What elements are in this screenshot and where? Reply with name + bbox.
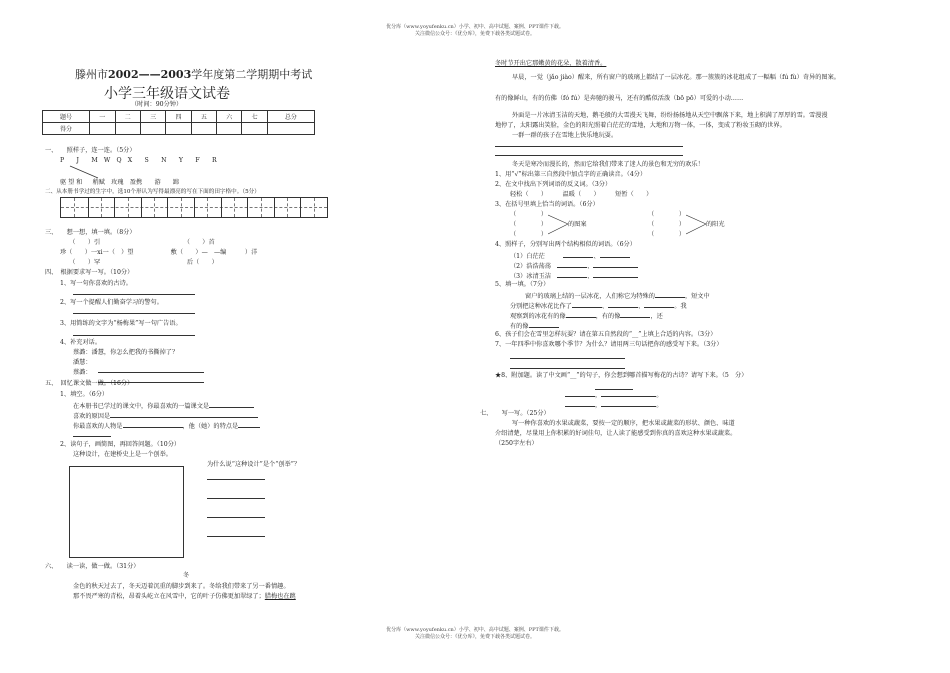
rq3-pattern: 的图案 bbox=[568, 221, 587, 228]
q4-item-1: 1、写一句你喜欢的古诗。 bbox=[60, 280, 132, 287]
answer-line[interactable] bbox=[73, 430, 111, 437]
q4-title: 四、 根据要求写一写。（10分） bbox=[45, 269, 134, 276]
answer-line[interactable] bbox=[566, 311, 596, 318]
passage-p6: 冬天是寒冷而漫长的，然而它给我们带来了迷人的景色和无穷的欢乐！ bbox=[512, 161, 704, 168]
score-header: 六 bbox=[217, 111, 242, 123]
q3-row-2: 珍（ ）一xi一（ ）望 敷（ ）— —编 ）洋 bbox=[60, 249, 258, 256]
q1-title: 一、 照样子，连一连。（5分） bbox=[45, 147, 136, 154]
answer-line[interactable] bbox=[110, 411, 258, 418]
rq3-connector bbox=[548, 211, 570, 237]
rq8: ★8、附加题。读了中文画“__”的句子，你会想到哪首描写梅花的古诗？请写下来。（5 分） bbox=[495, 372, 748, 379]
rq5-a: 窗户的玻璃上结的一层冰花，人们称它为特殊的 ，短文中 bbox=[525, 293, 710, 300]
score-header: 五 bbox=[191, 111, 216, 123]
score-header: 二 bbox=[115, 111, 140, 123]
answer-line[interactable] bbox=[98, 366, 204, 373]
q4-item-2: 2、写一个提醒人们勤奋学习的警句。 bbox=[60, 299, 163, 306]
score-cell[interactable] bbox=[90, 123, 115, 135]
score-header: 总分 bbox=[267, 111, 314, 123]
q4-item-4: 4、补充对话。 bbox=[60, 339, 102, 346]
rq3: 3、在括号里填上恰当的词语。（6分） bbox=[495, 201, 599, 208]
passage-p2: 那不畏严寒的青松，昂着头屹立在风雪中，它的叶子仿佛更加翠绿了；腊梅也在跳 bbox=[73, 593, 296, 600]
score-label: 得分 bbox=[43, 123, 90, 135]
rq8-lines-1: ， 。 bbox=[565, 390, 662, 400]
rq9-a: 写一种你喜欢的水果或蔬菜，要按一定的顺序，把水果或蔬菜的形状、颜色、味道 bbox=[512, 420, 735, 427]
answer-line[interactable] bbox=[572, 301, 602, 308]
q5-sub-1: 1、填空。（6分） bbox=[60, 391, 109, 398]
q2-title: 二、从本册书学过的生字中，选10个形认为写得最漂亮的写在下面的田字格中。（5分） bbox=[45, 189, 260, 195]
exam-time: （时间：90分钟） bbox=[131, 101, 183, 108]
answer-line[interactable] bbox=[593, 271, 638, 278]
footer-line-1: 优分库（www.yoyufenku.cn）小学、初中、高中试题、案例、PPT课件下载。 bbox=[386, 627, 564, 633]
rq6: 6、孩子们会在雪里怎样玩耍？请在第五自然段的“__”上填上合适的内容。（3分） bbox=[495, 331, 717, 338]
score-header: 七 bbox=[242, 111, 267, 123]
rq2-items: 轻松（ ） 温暖（ ） 短暂（ ） bbox=[510, 191, 653, 198]
answer-line[interactable] bbox=[207, 511, 265, 518]
q4-item-3: 3、用简练的文字为“杨梅果”写一句广告语。 bbox=[60, 320, 182, 327]
q5-sentence: 这种设计，在建桥史上是一个创举。 bbox=[73, 451, 172, 458]
score-cell[interactable] bbox=[242, 123, 267, 135]
answer-line[interactable] bbox=[123, 421, 183, 428]
rq2: 2、在文中找出下列词语的反义词。（3分） bbox=[495, 181, 612, 188]
drawing-box[interactable] bbox=[69, 466, 184, 558]
q5-sub-2: 2、读句子，画简图，再回答问题。（10分） bbox=[60, 441, 181, 448]
answer-line[interactable] bbox=[209, 401, 254, 408]
rq3-sunlight: 的阳光 bbox=[706, 221, 725, 228]
rq9-b: 介绍清楚，尽量用上你积累的好词佳句，让人读了能感受到你真的喜欢这种水果或蔬菜。 bbox=[495, 430, 737, 437]
answer-line[interactable] bbox=[495, 140, 683, 147]
answer-line[interactable] bbox=[565, 400, 595, 407]
rq7: 7、一年四季中你喜欢哪个季节？为什么？请用两三句话把你的感受写下来。（3分） bbox=[495, 341, 723, 348]
header-line-2: 关注微信公众号：《优分库》，免费下载各类试题试卷。 bbox=[414, 31, 535, 37]
q4-dialog-1: 蔡潞：潘慧，你怎么把我的书撕掉了？ bbox=[73, 349, 179, 356]
rq3-blank[interactable]: （ ） bbox=[648, 221, 686, 228]
passage-p5b: 地停了，太阳露出笑脸，金色的阳光照着白茫茫的雪地，大地和万物一体，一体，变成了粉妆玉砌的世界。 bbox=[495, 122, 786, 129]
rq9-c: （250字左右） bbox=[495, 440, 538, 447]
rq3-blank[interactable]: （ ） bbox=[510, 231, 548, 238]
rq5-b: 分别把这种冰花比作了 、 、 。我 bbox=[510, 303, 687, 310]
score-header: 三 bbox=[140, 111, 165, 123]
rq3-blank[interactable]: （ ） bbox=[648, 231, 686, 238]
exam-title: 滕州市2002——2003学年度第二学期期中考试 bbox=[75, 68, 313, 81]
answer-line[interactable] bbox=[73, 307, 195, 314]
answer-line[interactable] bbox=[557, 261, 587, 268]
q6-title: 六、 读一读，做一做。（31分） bbox=[45, 563, 140, 570]
answer-line[interactable] bbox=[644, 301, 674, 308]
q4-dialog-2: 潘慧： bbox=[73, 359, 92, 366]
answer-line[interactable] bbox=[595, 383, 633, 390]
answer-line[interactable] bbox=[73, 329, 195, 336]
score-table bbox=[42, 110, 315, 135]
tianzige-grid[interactable] bbox=[60, 197, 328, 218]
passage-p4: 有的像鲜山，有的仿佛（fó fú）是奔驰的骏马，还有的酷似活泼（bō pō）可爱的小动…… bbox=[495, 95, 744, 102]
q3-title: 三、 想一想，填一填。（8分） bbox=[45, 229, 136, 236]
q4-dialog-3: 蔡潞： bbox=[73, 369, 92, 376]
rq3-blank[interactable]: （ ） bbox=[510, 221, 548, 228]
score-cell[interactable] bbox=[191, 123, 216, 135]
answer-line[interactable] bbox=[207, 492, 265, 499]
answer-line[interactable] bbox=[600, 251, 630, 258]
passage-p5c: 一群一群的孩子在雪地上快乐地玩耍。 bbox=[512, 132, 618, 139]
passage-p3: 早晨，一觉（jǎo jiào）醒来，所有窗户的玻璃上都结了一层冰花。那一簇簇的冰花组成了一幅幅（fú fù）奇异的图案。 bbox=[512, 74, 840, 81]
answer-line[interactable] bbox=[557, 271, 587, 278]
answer-line[interactable] bbox=[510, 352, 625, 359]
passage-title: 冬 bbox=[183, 572, 190, 579]
exam-subtitle: 小学三年级语文试卷 bbox=[104, 86, 230, 102]
answer-line[interactable] bbox=[608, 301, 638, 308]
answer-line[interactable] bbox=[207, 530, 265, 537]
score-header: 四 bbox=[166, 111, 191, 123]
score-cell[interactable] bbox=[115, 123, 140, 135]
score-cell[interactable] bbox=[166, 123, 191, 135]
q1-letters: P J M W Q X S N Y F R bbox=[60, 157, 217, 164]
answer-line[interactable] bbox=[593, 261, 638, 268]
footer-line-2: 关注微信公众号：《优分库》，免费下载各类试题试卷。 bbox=[414, 634, 535, 640]
score-cell[interactable] bbox=[217, 123, 242, 135]
rq3-blank[interactable]: （ ） bbox=[648, 211, 686, 218]
answer-line[interactable] bbox=[238, 421, 260, 428]
rq4-b: （2）浩浩荡荡 、 bbox=[510, 261, 638, 271]
rq5-d: 有的像 bbox=[510, 321, 559, 331]
rq4: 4、照样子，分别写出两个结构相似的词语。（6分） bbox=[495, 241, 636, 248]
answer-line[interactable] bbox=[655, 291, 685, 298]
rq4-a: （1）白茫茫 、 bbox=[510, 251, 630, 261]
passage-continued: 冬时节开出它那嫩黄的花朵，散着清香。 bbox=[495, 60, 607, 67]
answer-line[interactable] bbox=[207, 473, 265, 480]
answer-line[interactable] bbox=[73, 288, 195, 295]
answer-line[interactable] bbox=[563, 251, 593, 258]
answer-line[interactable] bbox=[565, 390, 595, 397]
answer-line[interactable] bbox=[529, 321, 559, 328]
rq3-blank[interactable]: （ ） bbox=[510, 211, 548, 218]
q1-words: 驱 望 和 稍赋 玫瑰 盈携 游 蹄 bbox=[60, 179, 180, 186]
header-line-1: 优分库（www.yoyufenku.cn）小学、初中、高中试题、案例、PPT课件下载。 bbox=[386, 24, 564, 30]
rq3-connector bbox=[686, 211, 708, 237]
q3-row-1: （ ）引 （ ）首 bbox=[60, 239, 215, 246]
score-header: 一 bbox=[90, 111, 115, 123]
q5-line-2: 喜欢的原因是 bbox=[73, 411, 258, 421]
answer-line[interactable] bbox=[601, 400, 656, 407]
score-header: 题号 bbox=[43, 111, 90, 123]
answer-line[interactable] bbox=[495, 149, 683, 156]
rq4-c: （3）冰清玉洁 、 bbox=[510, 271, 638, 281]
answer-line[interactable] bbox=[510, 362, 625, 369]
q5-question: 为什么说“这种设计”是个“创举”？ bbox=[207, 461, 301, 468]
passage-p1: 金色的秋天过去了，冬天迈着沉重的脚步到来了。冬给我们带来了另一番情趣。 bbox=[73, 583, 290, 590]
rq5-c: 观察到的冰花有的像 ，有的像 ，还 bbox=[510, 313, 663, 320]
passage-p5a: 外面是一片冰清玉洁的天地，鹅毛般的大雪漫天飞舞，纷纷扬扬地从天空中飘落下来，地上积满了厚厚的雪。雪漫漫 bbox=[512, 112, 828, 119]
q3-row-3: （ ）罕 后（ ） bbox=[60, 259, 218, 266]
q1-connect-line bbox=[60, 164, 100, 180]
rq9-title: 七、 写一写。（25分） bbox=[480, 410, 550, 417]
answer-line[interactable] bbox=[620, 311, 650, 318]
q5-line-1: 在本册书已学过的课文中，你最喜欢的一篇课文是 bbox=[73, 401, 254, 411]
rq8-lines-2: ， 。 bbox=[565, 400, 662, 410]
q5-title: 五、 回忆课文做一做。（16分） bbox=[45, 380, 134, 387]
rq5: 5、填一填。（7分） bbox=[495, 281, 550, 288]
answer-line[interactable] bbox=[601, 390, 656, 397]
rq1: 1、用“√”标出第三自然段中加点字的正确读音。（4分） bbox=[495, 171, 647, 178]
score-cell[interactable] bbox=[140, 123, 165, 135]
score-cell[interactable] bbox=[267, 123, 314, 135]
q5-line-3: 你最喜欢的人物是 ，他（她）的特点是 bbox=[73, 421, 260, 431]
